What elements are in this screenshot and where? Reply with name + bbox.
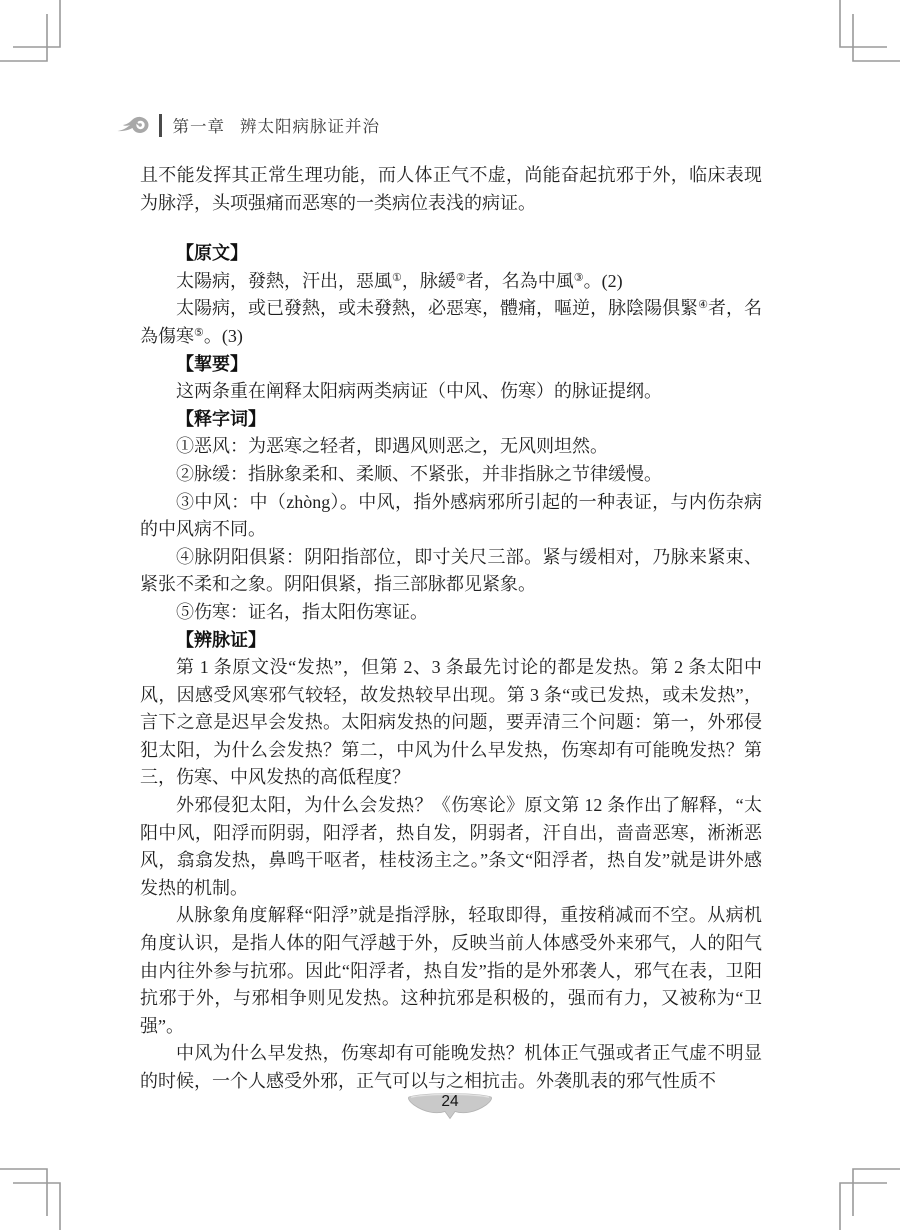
header-divider <box>159 114 162 137</box>
paragraph: ②脉缓：指脉象柔和、柔顺、不紧张，并非指脉之节律缓慢。 <box>176 463 662 484</box>
paragraph: 太陽病，發熱，汗出，惡風①，脉緩②者，名為中風③。(2) <box>176 270 623 291</box>
paragraph: 太陽病，或已發熱，或未發熱，必惡寒，體痛，嘔逆，脉陰陽俱緊④者，名為傷寒⑤。(3) <box>140 298 763 346</box>
chapter-label: 第一章 <box>172 117 225 136</box>
paragraph: 从脉象角度解释“阳浮”就是指浮脉，轻取即得，重按稍减而不空。从病机角度认识，是指人体的阳气浮越于外，反映当前人体感受外来邪气，人的阳气由内往外参与抗邪。因此“阳浮者，热自发”指的是外邪袭人，邪气在表，卫阳抗邪于外，与邪相争则见发热。这种抗邪是积极的，强而有力，又被称为“卫强”。 <box>140 905 762 1036</box>
paragraph: ⑤伤寒：证名，指太阳伤寒证。 <box>176 601 428 622</box>
section-heading: 【释字词】 <box>176 408 266 429</box>
section-heading: 【挈要】 <box>176 353 248 374</box>
paragraph: 外邪侵犯太阳，为什么会发热？《伤寒论》原文第 12 条作出了解释，“太阳中风，阳浮而阴弱，阳浮者，热自发，阴弱者，汗自出，啬啬恶寒，淅淅恶风，翕翕发热，鼻鸣干呕者，桂枝汤主之。”条文“阳浮者，热自发”就是讲外感发热的机制。 <box>140 795 762 898</box>
crop-mark-bottom-right <box>838 1168 900 1230</box>
section-heading: 【辨脉证】 <box>176 629 266 650</box>
paragraph: ③中风：中（zhòng）。中风，指外感病邪所引起的一种表证，与内伤杂病的中风病不同。 <box>140 491 762 540</box>
section-heading: 【原文】 <box>176 243 248 264</box>
paragraph: 中风为什么早发热，伤寒却有可能晚发热？机体正气强或者正气虚不明显的时候，一个人感受外邪，正气可以与之相抗击。外袭肌表的邪气性质不 <box>140 1043 762 1091</box>
chapter-title: 辨太阳病脉证并治 <box>240 117 380 136</box>
chapter-header <box>116 110 380 140</box>
crop-mark-bottom-left <box>0 1168 62 1230</box>
paragraph: 且不能发挥其正常生理功能，而人体正气不虚，尚能奋起抗邪于外，临床表现为脉浮，头项强痛而恶寒的一类病位表浅的病证。 <box>140 165 762 213</box>
paragraph: ①恶风：为恶寒之轻者，即遇风则恶之，无风则坦然。 <box>176 436 608 457</box>
paragraph: 第 1 条原文没“发热”，但第 2、3 条最先讨论的都是发热。第 2 条太阳中风，因感受风寒邪气较轻，故发热较早出现。第 3 条“或已发热，或未发热”，言下之意是迟早会发热。太阳病发热的问题，要弄清三个问题：第一，外邪侵犯太阳，为什么会发热？第二，中风为什么早发热，伤寒却有可能晚发热？第三，伤寒、中风发热的高低程度？ <box>140 657 762 788</box>
page-number: 24 <box>441 1093 459 1110</box>
crop-mark-top-left <box>0 0 62 62</box>
page-body <box>140 162 762 1096</box>
auspicious-cloud-icon <box>116 114 152 136</box>
paragraph: ④脉阴阳俱紧：阴阳指部位，即寸关尺三部。紧与缓相对，乃脉来紧束、紧张不柔和之象。阴阳俱紧，指三部脉都见紧象。 <box>140 546 762 595</box>
page-footer <box>406 1091 494 1121</box>
paragraph: 这两条重在阐释太阳病两类病证（中风、伤寒）的脉证提纲。 <box>176 381 662 402</box>
crop-mark-top-right <box>838 0 900 62</box>
